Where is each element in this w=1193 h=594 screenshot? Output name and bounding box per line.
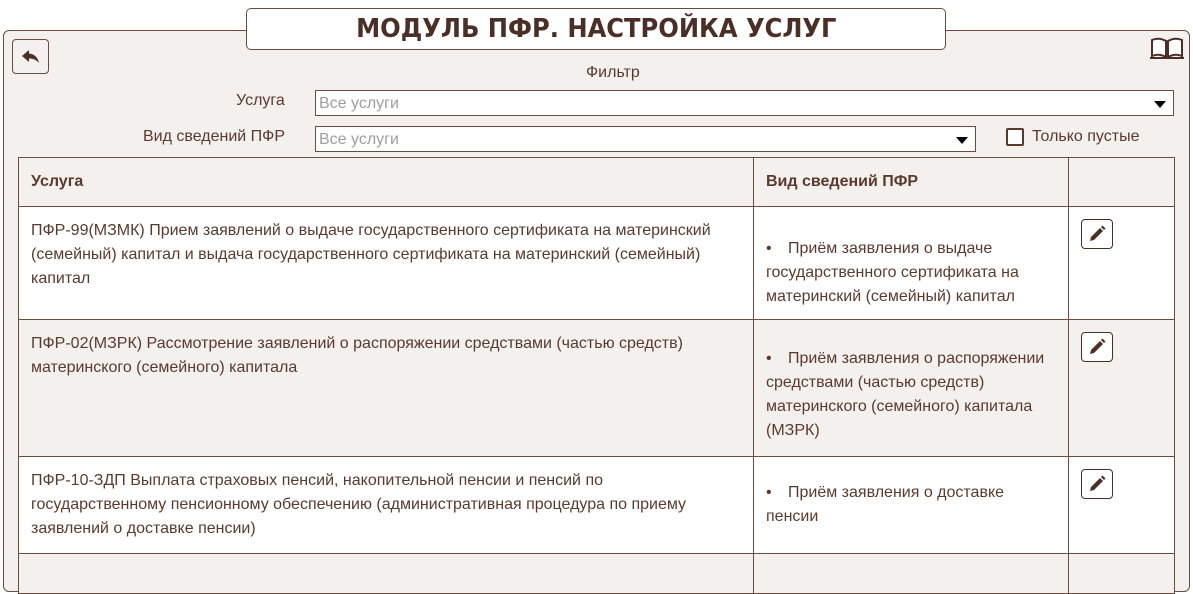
only-empty-checkbox[interactable] [1006,128,1024,146]
actions-cell [1069,320,1175,457]
only-empty-label[interactable]: Только пустые [1032,128,1140,145]
service-select[interactable] [315,90,1174,116]
pfr-item: • Приём заявления о выдаче государственного сертификата на материнский (семейный) капитал [766,237,1056,309]
table-row [19,320,1175,457]
edit-button[interactable] [1081,332,1113,362]
pfr-item: • Приём заявления о доставке пенсии [766,481,1056,529]
table-row [19,207,1175,320]
back-button[interactable] [12,39,49,74]
column-header-service: Услуга [19,158,754,207]
empty-cell [19,554,754,594]
back-arrow-icon [21,49,41,65]
pencil-icon [1088,338,1106,356]
edit-button[interactable] [1081,469,1113,499]
service-select-value: Все услуги [319,95,399,112]
table-row-partial [19,554,1175,594]
empty-cell [1069,554,1175,594]
pfr-cell [754,320,1069,457]
pfr-item: • Приём заявления о распоряжении средствами (частью средств) материнского (семейного) капитала (МЗРК) [766,347,1056,443]
chevron-down-icon [1154,101,1166,108]
book-icon[interactable] [1150,36,1184,60]
pencil-icon [1088,225,1106,243]
service-cell: ПФР-99(МЗМК) Прием заявлений о выдаче государственного сертификата на материнский (семейный) капитал и выдача государственного сертификата на материнский (семейный) капитал [19,207,754,320]
edit-button[interactable] [1081,219,1113,249]
pencil-icon [1088,475,1106,493]
chevron-down-icon [956,137,968,144]
page-title-box [246,8,946,50]
service-cell: ПФР-10-ЗДП Выплата страховых пенсий, накопительной пенсии и пенсий по государственному пенсионному обеспечению (административная процедура по приему заявлений о доставке пенсии) [19,457,754,554]
pfr-cell [754,207,1069,320]
table-header-row [19,158,1175,207]
column-header-actions [1069,158,1175,207]
column-header-pfr: Вид сведений ПФР [754,158,1069,207]
pfr-filter-label: Вид сведений ПФР [143,128,285,145]
page-title: МОДУЛЬ ПФР. НАСТРОЙКА УСЛУГ [355,14,837,44]
pfr-cell [754,457,1069,554]
actions-cell [1069,207,1175,320]
table-row [19,457,1175,554]
services-table [18,157,1175,594]
filter-title: Фильтр [586,64,640,81]
pfr-select-value: Все услуги [319,131,399,148]
actions-cell [1069,457,1175,554]
empty-cell [754,554,1069,594]
service-filter-label: Услуга [236,92,285,109]
pfr-select[interactable] [315,126,976,152]
service-cell: ПФР-02(МЗРК) Рассмотрение заявлений о распоряжении средствами (частью средств) материнского (семейного) капитала [19,320,754,457]
